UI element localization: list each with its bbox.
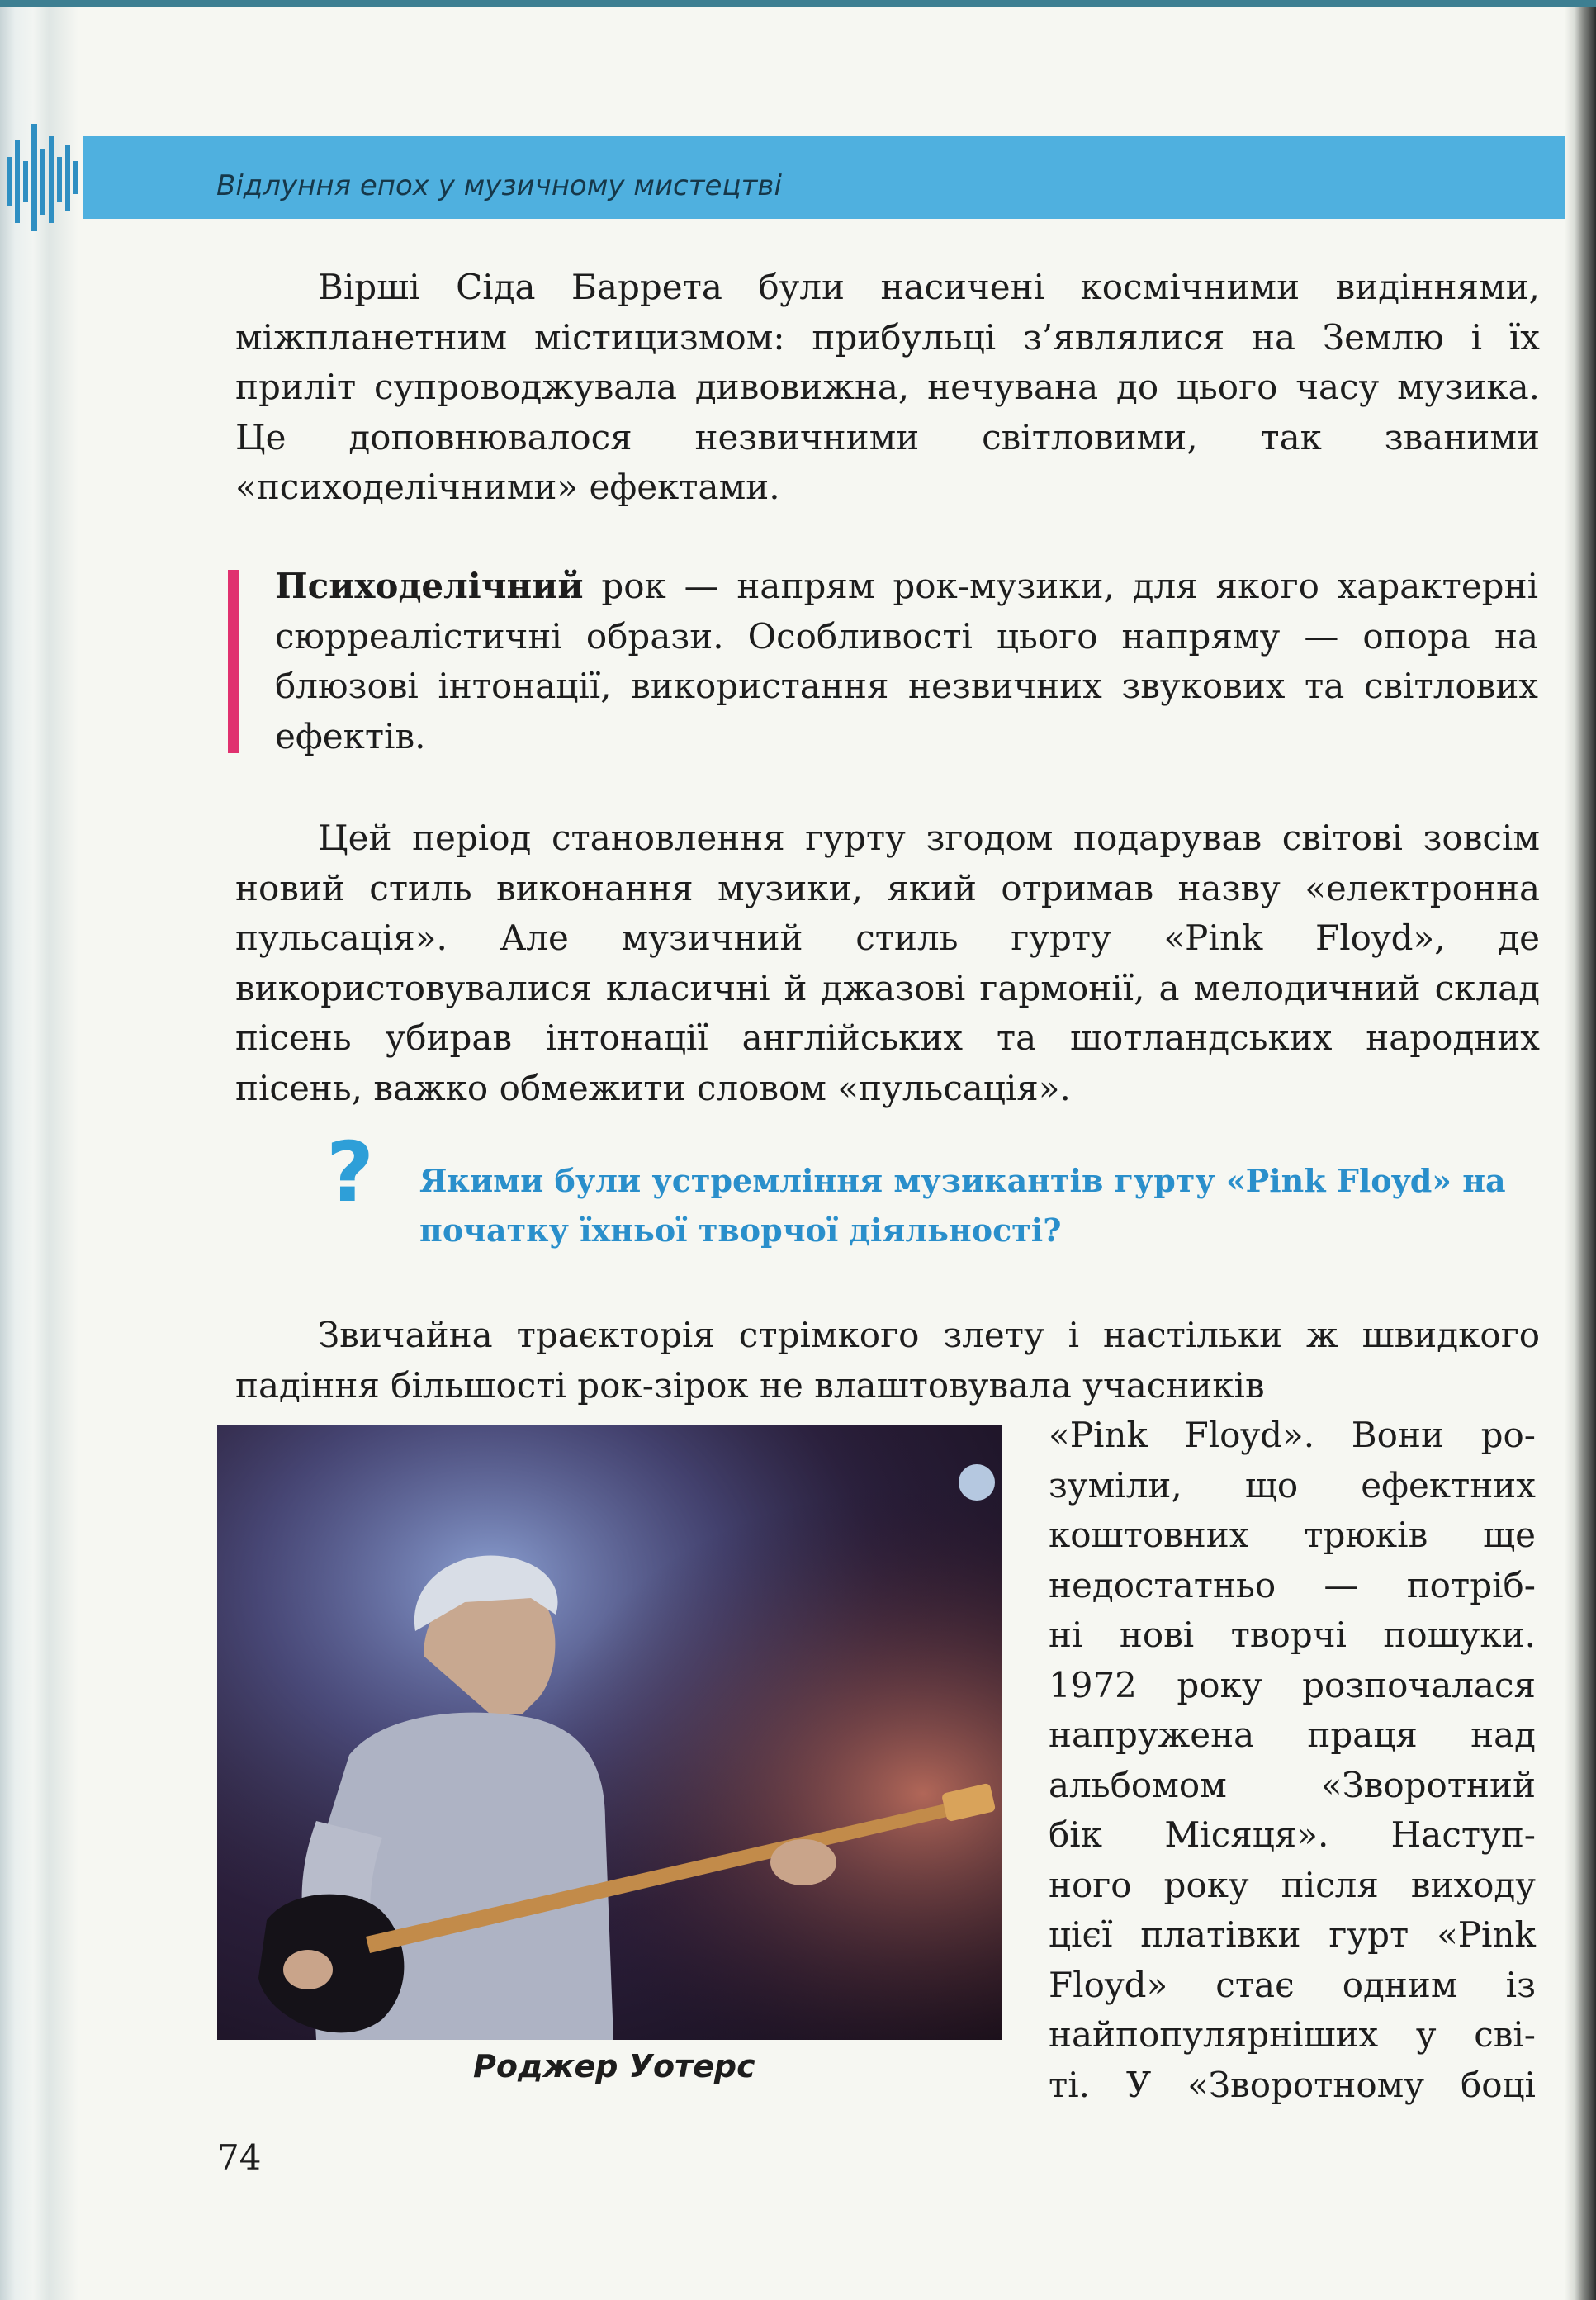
side-line: бік Місяця». Наступ- [1049, 1814, 1536, 1855]
side-line: недостатньо — потріб- [1049, 1564, 1536, 1605]
side-line: «Pink Floyd». Вони ро- [1049, 1415, 1536, 1455]
definition-box [275, 562, 1538, 761]
book-edge-left [0, 0, 78, 2300]
side-line: цієї платівки гурт «Pink [1049, 1914, 1536, 1955]
paragraph-trajectory: Звичайна траєкторія стрімкого злету і настільки ж швидкого падіння більшості рок-зірок не влаштовувала учасників [235, 1315, 1540, 1406]
review-question: Якими були устремління музикантів гурту «Pink Floyd» на початку їхньої творчої діяльності? [419, 1162, 1506, 1249]
paragraph-electronic-pulse: Цей період становлення гурту згодом подарував світові зовсім новий стиль виконання музики, який отримав назву «електронна пульсація». Але музичний стиль гурту «Pink Floyd», де використовувалися класичні й джазові гармонії, а мелодичний склад пісень убирав інтонації англійських та шотландських народних пісень, важко обмежити словом «пульсація». [235, 818, 1540, 1108]
photo-caption: Роджер Уотерс [473, 2048, 755, 2084]
side-line: коштовних трюків ще [1049, 1515, 1536, 1555]
definition-term: Психоделічний [275, 566, 584, 606]
paragraph-barrett-lyrics: Вірші Сіда Баррета були насичені космічними видіннями, міжпланетним містицизмом: прибульці з’являлися на Землю і їх приліт супроводжувала дивовижна, нечувана до цього часу музика. Це доповнювалося незвичними світловими, так званими «психоделічними» ефектами. [235, 267, 1540, 507]
side-line: найпопулярніших у сві- [1049, 2014, 1536, 2055]
side-line: ного року після виходу [1049, 1864, 1536, 1905]
book-edge-right [1565, 0, 1596, 2300]
soundwave-icon [0, 116, 99, 239]
side-line: напружена праця над [1049, 1714, 1536, 1755]
side-line: ті. У «Зворотному боці [1049, 2064, 1536, 2105]
photo-illustration [217, 1425, 1002, 2040]
definition-marker-bar [228, 570, 239, 753]
side-column-text [1049, 1411, 1536, 2110]
side-line: альбомом «Зворотний [1049, 1764, 1536, 1805]
definition-text: рок — напрям рок-музики, для якого характерні сюрреалістичні образи. Особливості цього напряму — опора на блюзові інтонації, використання незвичних звукових та світлових ефектів. [275, 566, 1538, 756]
side-line: 1972 року розпочалася [1049, 1664, 1536, 1705]
top-border [0, 0, 1596, 7]
side-line: Floyd» стає одним із [1049, 1964, 1536, 2005]
side-line: ні нові творчі пошуки. [1049, 1615, 1536, 1655]
page-header-title: Відлуння епох у музичному мистецтві [216, 169, 782, 202]
page-number: 74 [217, 2137, 262, 2178]
question-icon: ? [326, 1124, 375, 1221]
side-line: зуміли, що ефектних [1049, 1464, 1536, 1506]
photo-roger-waters [217, 1425, 1002, 2040]
